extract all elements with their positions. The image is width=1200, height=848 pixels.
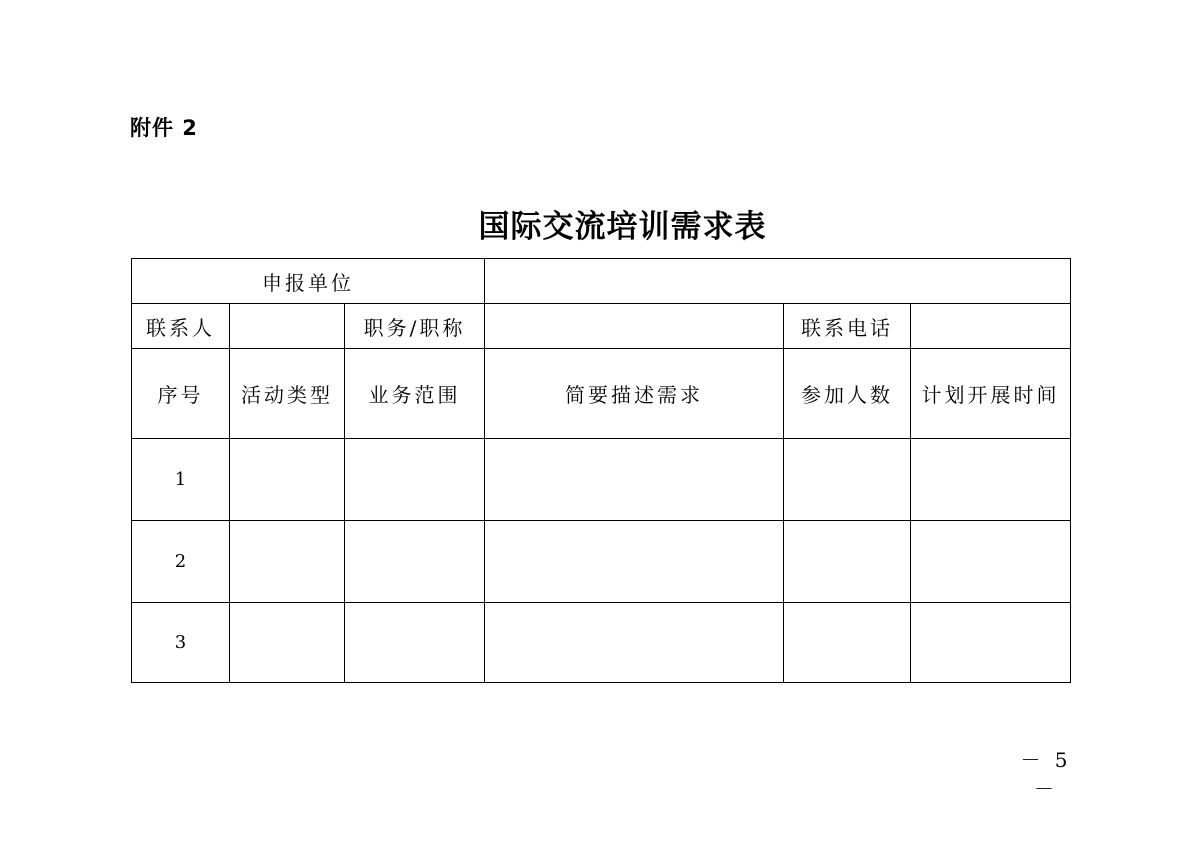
business-scope-cell[interactable] [345,439,485,521]
activity-type-cell[interactable] [230,603,345,683]
participants-cell[interactable] [784,439,911,521]
header-participants: 参加人数 [784,349,911,439]
phone-value-field[interactable] [911,304,1071,349]
contact-row [132,304,1071,349]
header-planned-time: 计划开展时间 [911,349,1071,439]
planned-time-cell[interactable] [911,521,1071,603]
training-needs-table [131,258,1071,683]
header-business-scope: 业务范围 [345,349,485,439]
row-index: 2 [132,521,230,603]
header-activity-type: 活动类型 [230,349,345,439]
position-value-field[interactable] [485,304,784,349]
table-row [132,439,1071,521]
table-row [132,521,1071,603]
business-scope-cell[interactable] [345,603,485,683]
description-cell[interactable] [485,603,784,683]
planned-time-cell[interactable] [911,603,1071,683]
table-header-row [132,349,1071,439]
table-row [132,603,1071,683]
activity-type-cell[interactable] [230,521,345,603]
participants-cell[interactable] [784,603,911,683]
business-scope-cell[interactable] [345,521,485,603]
form-title: 国际交流培训需求表 [478,209,767,245]
description-cell[interactable] [485,439,784,521]
unit-value-field[interactable] [485,259,1071,304]
phone-label: 联系电话 [784,304,911,349]
description-cell[interactable] [485,521,784,603]
row-index: 1 [132,439,230,521]
activity-type-cell[interactable] [230,439,345,521]
header-index: 序号 [132,349,230,439]
row-index: 3 [132,603,230,683]
attachment-label: 附件 2 [130,116,198,140]
position-label: 职务/职称 [345,304,485,349]
planned-time-cell[interactable] [911,439,1071,521]
contact-label: 联系人 [132,304,230,349]
participants-cell[interactable] [784,521,911,603]
header-description: 简要描述需求 [485,349,784,439]
unit-label: 申报单位 [132,259,485,304]
unit-row [132,259,1071,304]
contact-value-field[interactable] [230,304,345,349]
page-number: － 5 － [1020,748,1072,801]
